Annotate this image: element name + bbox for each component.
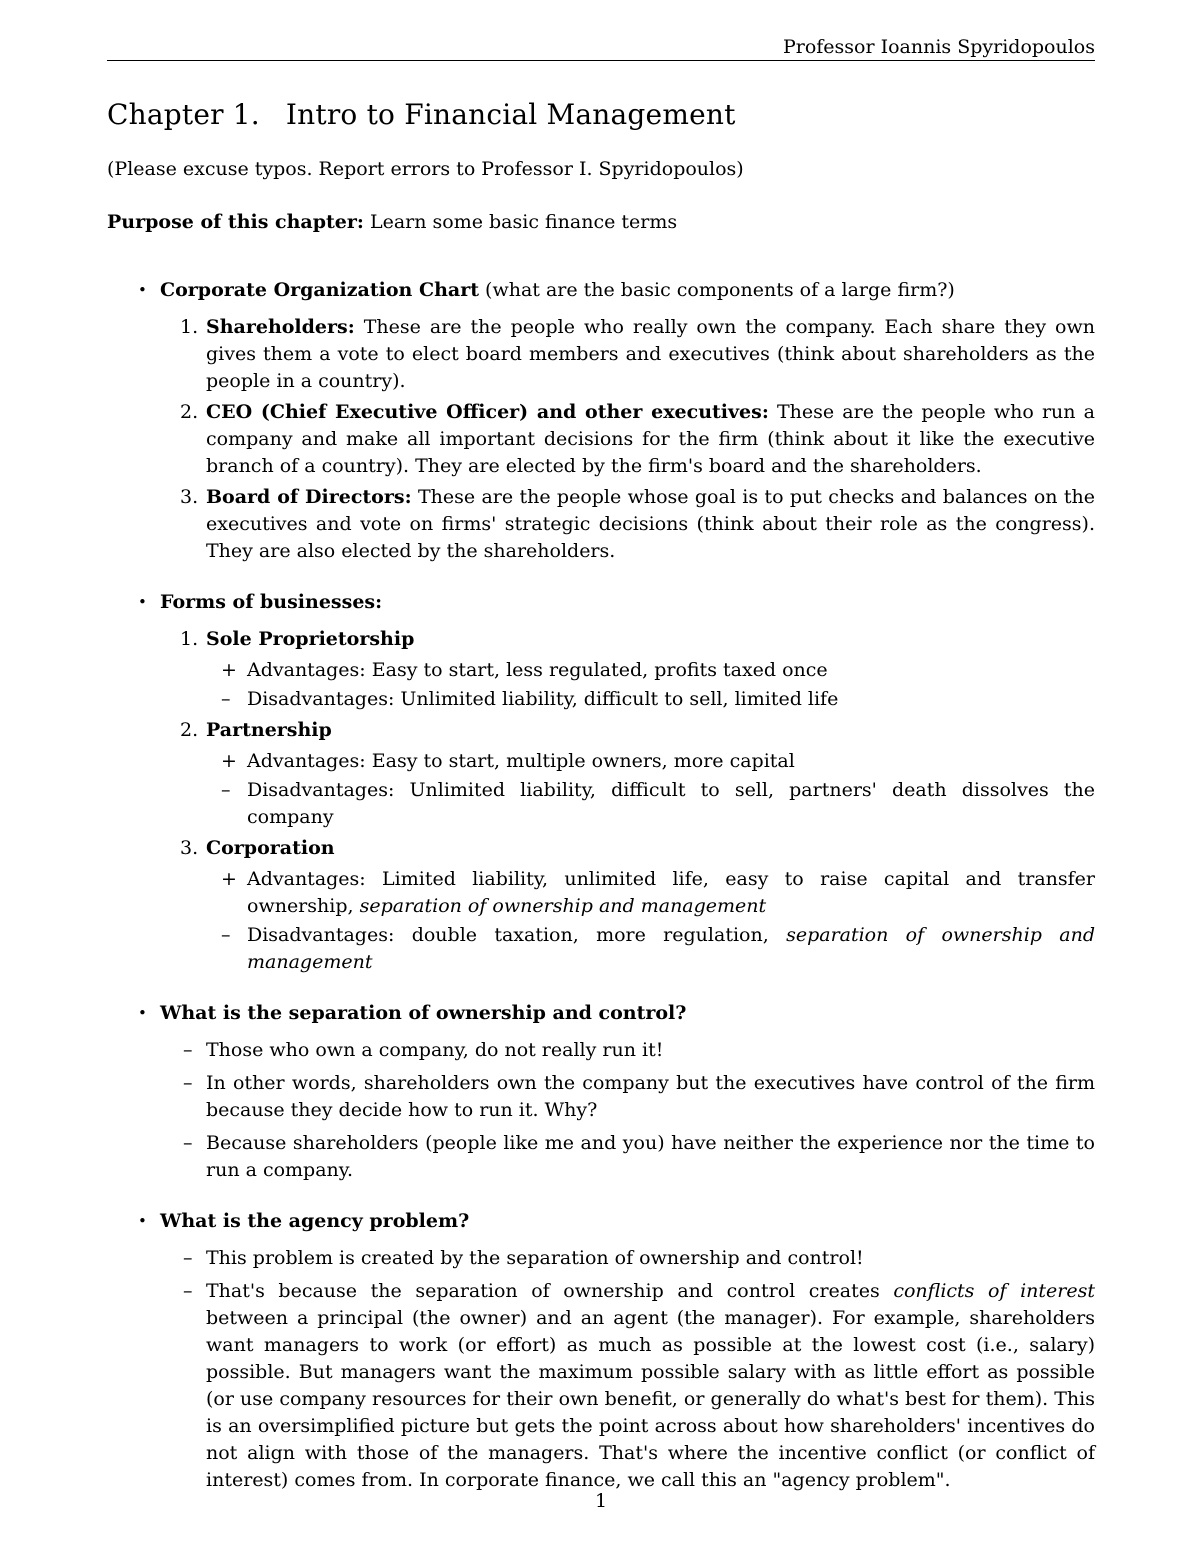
item-number: 2. <box>180 719 199 741</box>
list-item <box>160 484 1095 565</box>
document-page <box>107 0 1095 1553</box>
section-title: What is the agency problem? <box>160 1210 470 1232</box>
chapter-title <box>107 98 736 131</box>
item-text: This problem is created by the separation of ownership and control! <box>206 1247 864 1269</box>
purpose-text: Learn some basic finance terms <box>369 211 678 233</box>
disadvantages-text: Disadvantages: Unlimited liability, difficult to sell, partners' death dissolves the company <box>247 779 1095 828</box>
list-item <box>160 1245 1095 1272</box>
item-term: Board of Directors: <box>206 486 412 508</box>
dash: – <box>183 1280 193 1302</box>
section-org-chart <box>107 277 1095 565</box>
org-chart-list <box>160 314 1095 565</box>
form-name: Sole Proprietorship <box>206 628 415 650</box>
section-subtitle: (what are the basic components of a large firm?) <box>485 279 955 301</box>
document-body <box>107 277 1095 1518</box>
minus-sign: – <box>221 688 231 710</box>
item-text: That's because the separation of ownership and control creates <box>206 1280 880 1302</box>
errata-note: (Please excuse typos. Report errors to Professor I. Spyridopoulos) <box>107 158 744 180</box>
list-item <box>160 717 1095 831</box>
section-title: What is the separation of ownership and control? <box>160 1002 687 1024</box>
dash: – <box>183 1072 193 1094</box>
bullet: • <box>138 593 147 611</box>
item-text-continued: between a principal (the owner) and an agent (the manager). For example, shareholders want managers to work (or effort) as much as possible at the lowest cost (i.e., salary) possible. But managers want the maximum possible salary with as little effort as possible (or use company resources for their own benefit, or generally do what's best for them). This is an oversimplified picture but gets the point across about how shareholders' incentives do not align with those of the managers. That's where the incentive conflict (or conflict of interest) comes from. In corporate finance, we call this an "agency problem". <box>206 1307 1095 1491</box>
pros-cons <box>206 748 1095 831</box>
item-number: 1. <box>180 628 199 650</box>
bullet: • <box>138 1004 147 1022</box>
list-item <box>160 1037 1095 1064</box>
dash: – <box>183 1132 193 1154</box>
form-name: Corporation <box>206 837 335 859</box>
advantages-text: Advantages: Easy to start, multiple owners, more capital <box>247 750 795 772</box>
item-text: These are the people who really own the company. Each share they own gives them a vote to elect board members and executives (think about shareholders as the people in a country). <box>206 316 1095 392</box>
dash: – <box>183 1039 193 1061</box>
advantages-emphasis: separation of ownership and management <box>359 895 767 917</box>
item-text: These are the people whose goal is to put checks and balances on the executives and vote on firms' strategic decisions (think about their role as the congress). They are also elected by the shareholders. <box>206 486 1095 562</box>
advantages <box>206 748 1095 775</box>
chapter-name: Intro to Financial Management <box>285 98 736 131</box>
agency-list <box>160 1245 1095 1494</box>
section-title: Forms of businesses: <box>160 591 383 613</box>
list-item <box>160 314 1095 395</box>
section-separation <box>107 1000 1095 1184</box>
separation-list <box>160 1037 1095 1184</box>
bullet: • <box>138 1212 147 1230</box>
header-rule <box>107 60 1095 61</box>
list-item <box>160 626 1095 713</box>
running-head: Professor Ioannis Spyridopoulos <box>782 36 1095 58</box>
item-text: These are the people who run a company and make all important decisions for the firm (think about it like the executive branch of a country). They are elected by the firm's board and the shareholders. <box>206 401 1095 477</box>
item-number: 2. <box>180 401 199 423</box>
disadvantages <box>206 777 1095 831</box>
disadvantages-text: Disadvantages: double taxation, more regulation, <box>247 924 769 946</box>
disadvantages-text: Disadvantages: Unlimited liability, difficult to sell, limited life <box>247 688 839 710</box>
advantages <box>206 866 1095 920</box>
disadvantages <box>206 686 1095 713</box>
pros-cons <box>206 657 1095 713</box>
list-item <box>160 835 1095 976</box>
item-text: Because shareholders (people like me and you) have neither the experience nor the time to run a company. <box>206 1132 1095 1181</box>
purpose-line <box>107 209 677 236</box>
minus-sign: – <box>221 924 231 946</box>
page-number: 1 <box>594 1490 608 1512</box>
advantages-text: Advantages: Limited liability, unlimited life, easy to raise capital and transfer ownership, <box>247 868 1095 917</box>
plus-sign: + <box>221 750 237 772</box>
section-business-forms <box>107 589 1095 976</box>
advantages <box>206 657 1095 684</box>
item-number: 1. <box>180 316 199 338</box>
item-number: 3. <box>180 837 199 859</box>
business-forms-list <box>160 626 1095 976</box>
pros-cons <box>206 866 1095 976</box>
disadvantages <box>206 922 1095 976</box>
form-name: Partnership <box>206 719 332 741</box>
item-number: 3. <box>180 486 199 508</box>
item-text: Those who own a company, do not really run it! <box>206 1039 664 1061</box>
dash: – <box>183 1247 193 1269</box>
minus-sign: – <box>221 779 231 801</box>
bullet: • <box>138 281 147 299</box>
section-title: Corporate Organization Chart <box>160 279 479 301</box>
item-text: In other words, shareholders own the company but the executives have control of the firm because they decide how to run it. Why? <box>206 1072 1095 1121</box>
list-item <box>160 1278 1095 1494</box>
list-item <box>160 1070 1095 1124</box>
purpose-label: Purpose of this chapter: <box>107 211 364 233</box>
plus-sign: + <box>221 659 237 681</box>
section-agency <box>107 1208 1095 1494</box>
chapter-number: Chapter 1. <box>107 98 260 131</box>
item-term: Shareholders: <box>206 316 355 338</box>
item-term: CEO (Chief Executive Officer) and other executives: <box>206 401 769 423</box>
list-item <box>160 399 1095 480</box>
list-item <box>160 1130 1095 1184</box>
disadvantages-emphasis: separation of ownership and management <box>247 924 1096 973</box>
plus-sign: + <box>221 868 237 890</box>
item-emphasis: conflicts of interest <box>893 1280 1095 1302</box>
advantages-text: Advantages: Easy to start, less regulated, profits taxed once <box>247 659 828 681</box>
